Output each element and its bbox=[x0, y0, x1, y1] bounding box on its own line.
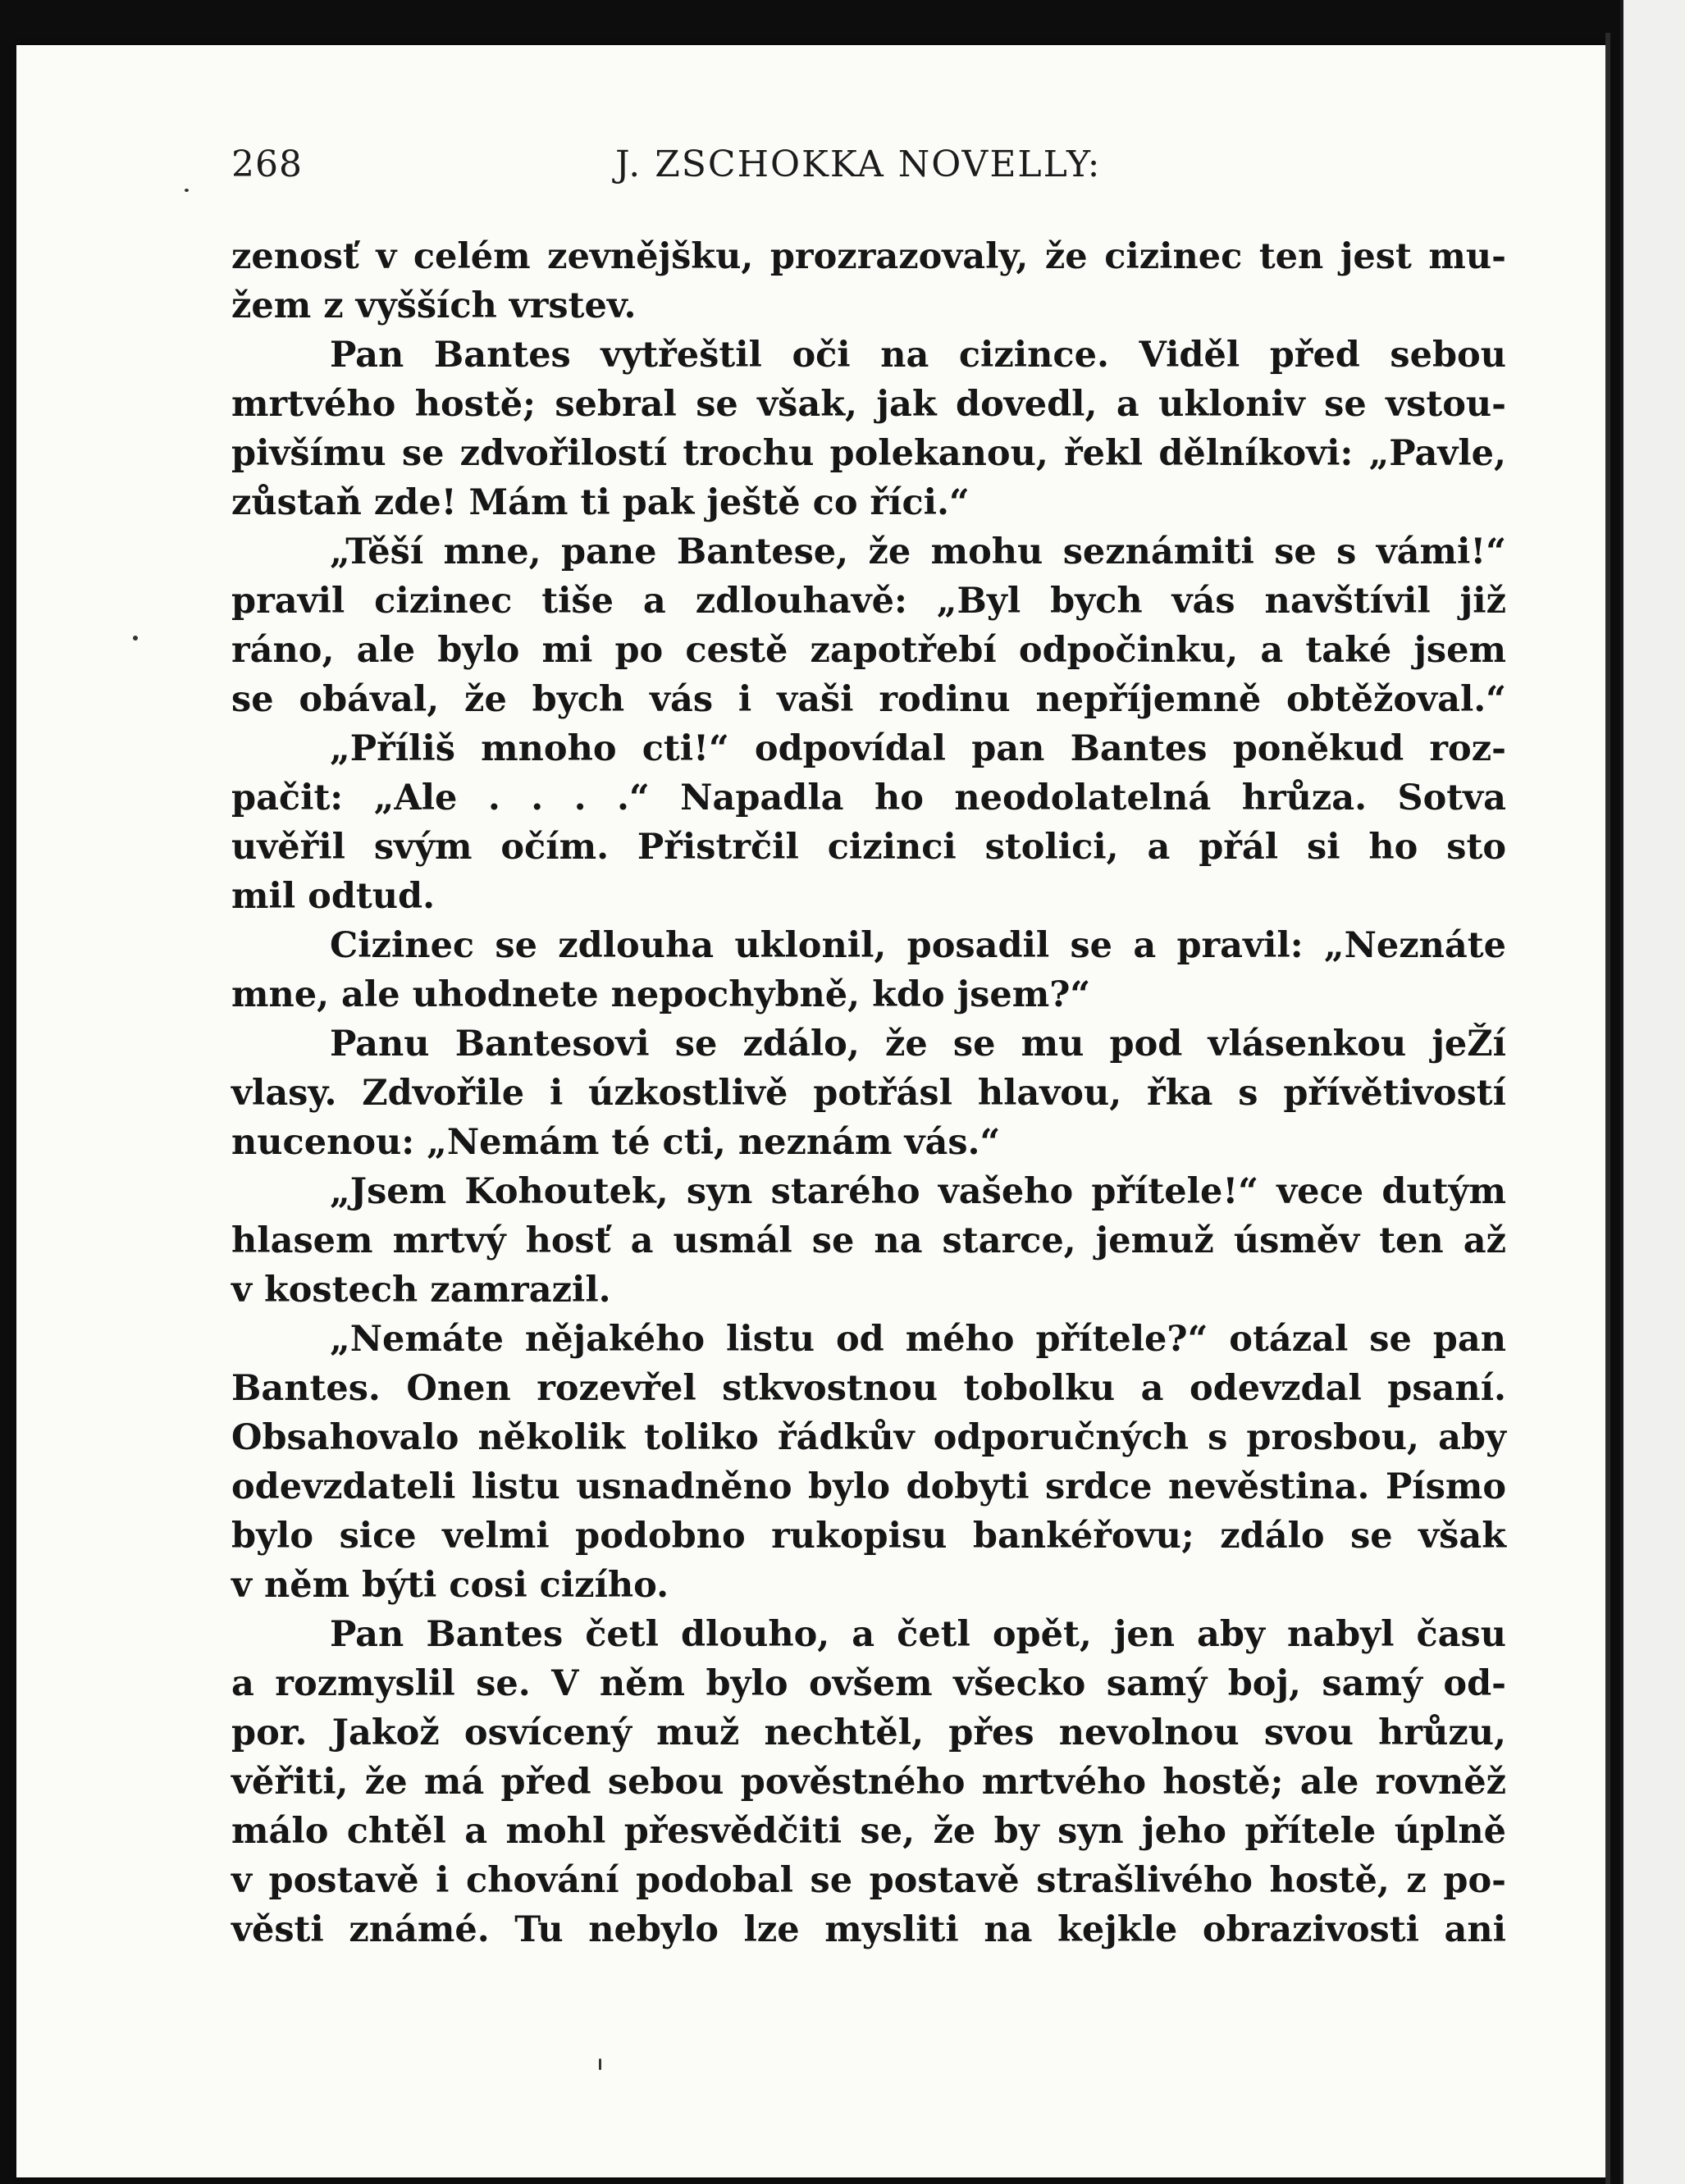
text-line: v postavě i chování podobal se postavě strašlivého hostě, z po- bbox=[231, 1860, 1506, 1901]
book-page bbox=[16, 45, 1605, 2177]
text-line: ráno, ale bylo mi po cestě zapotřebí odpočinku, a také jsem bbox=[231, 630, 1506, 671]
text-line: „Těší mne, pane Bantese, že mohu seznámiti se s vámi!“ bbox=[330, 531, 1506, 572]
text-line: se obával, že bych vás i vaši rodinu nepříjemně obtěžoval.“ bbox=[231, 679, 1506, 720]
text-line: pravil cizinec tiše a zdlouhavě: „Byl bych vás navštívil již bbox=[231, 581, 1506, 622]
text-line: Panu Bantesovi se zdálo, že se mu pod vlásenkou jeŽí bbox=[330, 1024, 1506, 1065]
page-edge-shadow bbox=[1605, 33, 1610, 2184]
page-number: 268 bbox=[231, 144, 303, 185]
text-line: věsti známé. Tu nebylo lze mysliti na kejkle obrazivosti ani bbox=[231, 1909, 1506, 1950]
text-line: hlasem mrtvý hosť a usmál se na starce, jemuž úsměv ten až bbox=[231, 1220, 1506, 1261]
running-head: J. ZSCHOKKA NOVELLY: bbox=[615, 144, 1102, 185]
text-line: zenosť v celém zevnějšku, prozrazovaly, že cizinec ten jest mu- bbox=[231, 236, 1506, 277]
text-line: nucenou: „Nemám té cti, neznám vás.“ bbox=[231, 1122, 1001, 1163]
page-header bbox=[16, 134, 1605, 199]
text-line: málo chtěl a mohl přesvědčiti se, že by syn jeho přítele úplně bbox=[231, 1811, 1506, 1852]
scan-speck bbox=[185, 189, 189, 192]
text-line: mrtvého hostě; sebral se však, jak dovedl, a ukloniv se vstou- bbox=[231, 384, 1506, 425]
text-line: „Příliš mnoho cti!“ odpovídal pan Bantes poněkud roz- bbox=[330, 728, 1506, 769]
text-line: por. Jakož osvícený muž nechtěl, přes nevolnou svou hrůzu, bbox=[231, 1712, 1506, 1753]
text-line: Bantes. Onen rozevřel stkvostnou tobolku a odevzdal psaní. bbox=[231, 1368, 1506, 1409]
text-line: Obsahovalo několik toliko řádkův odporučných s prosbou, aby bbox=[231, 1417, 1506, 1458]
text-line: Pan Bantes vytřeštil oči na cizince. Viděl před sebou bbox=[330, 335, 1506, 376]
text-line: Cizinec se zdlouha uklonil, posadil se a pravil: „Neznáte bbox=[330, 925, 1506, 966]
text-line: a rozmyslil se. V něm bylo ovšem všecko samý boj, samý od- bbox=[231, 1663, 1506, 1704]
text-line: v kostech zamrazil. bbox=[231, 1270, 611, 1311]
text-line: mil odtud. bbox=[231, 876, 436, 917]
text-line: zůstaň zde! Mám ti pak ještě co říci.“ bbox=[231, 482, 970, 523]
text-line: Pan Bantes četl dlouho, a četl opět, jen aby nabyl času bbox=[330, 1614, 1506, 1655]
scan-speck bbox=[133, 636, 138, 641]
text-line: odevzdateli listu usnadněno bylo dobyti srdce nevěstina. Písmo bbox=[231, 1466, 1506, 1507]
text-line: v něm býti cosi cizího. bbox=[231, 1565, 669, 1606]
scan-speck bbox=[599, 2059, 601, 2070]
text-line: uvěřil svým očím. Přistrčil cizinci stolici, a přál si ho sto bbox=[231, 827, 1506, 868]
text-line: vlasy. Zdvořile i úzkostlivě potřásl hlavou, řka s přívětivostí bbox=[231, 1073, 1506, 1114]
adjacent-page-strip bbox=[1620, 0, 1685, 2184]
body-text bbox=[231, 232, 1506, 1954]
text-line: bylo sice velmi podobno rukopisu bankéřovu; zdálo se však bbox=[231, 1516, 1506, 1557]
text-line: pačit: „Ale . . . .“ Napadla ho neodolatelná hrůza. Sotva bbox=[231, 777, 1506, 818]
text-line: „Nemáte nějakého listu od mého přítele?“ otázal se pan bbox=[330, 1319, 1506, 1360]
text-line: pivšímu se zdvořilostí trochu polekanou, řekl dělníkovi: „Pavle, bbox=[231, 433, 1506, 474]
text-line: „Jsem Kohoutek, syn starého vašeho přítele!“ vece dutým bbox=[330, 1171, 1506, 1212]
text-line: žem z vyšších vrstev. bbox=[231, 285, 637, 326]
text-line: věřiti, že má před sebou pověstného mrtvého hostě; ale rovněž bbox=[231, 1762, 1506, 1803]
text-line: mne, ale uhodnete nepochybně, kdo jsem?“ bbox=[231, 974, 1091, 1015]
